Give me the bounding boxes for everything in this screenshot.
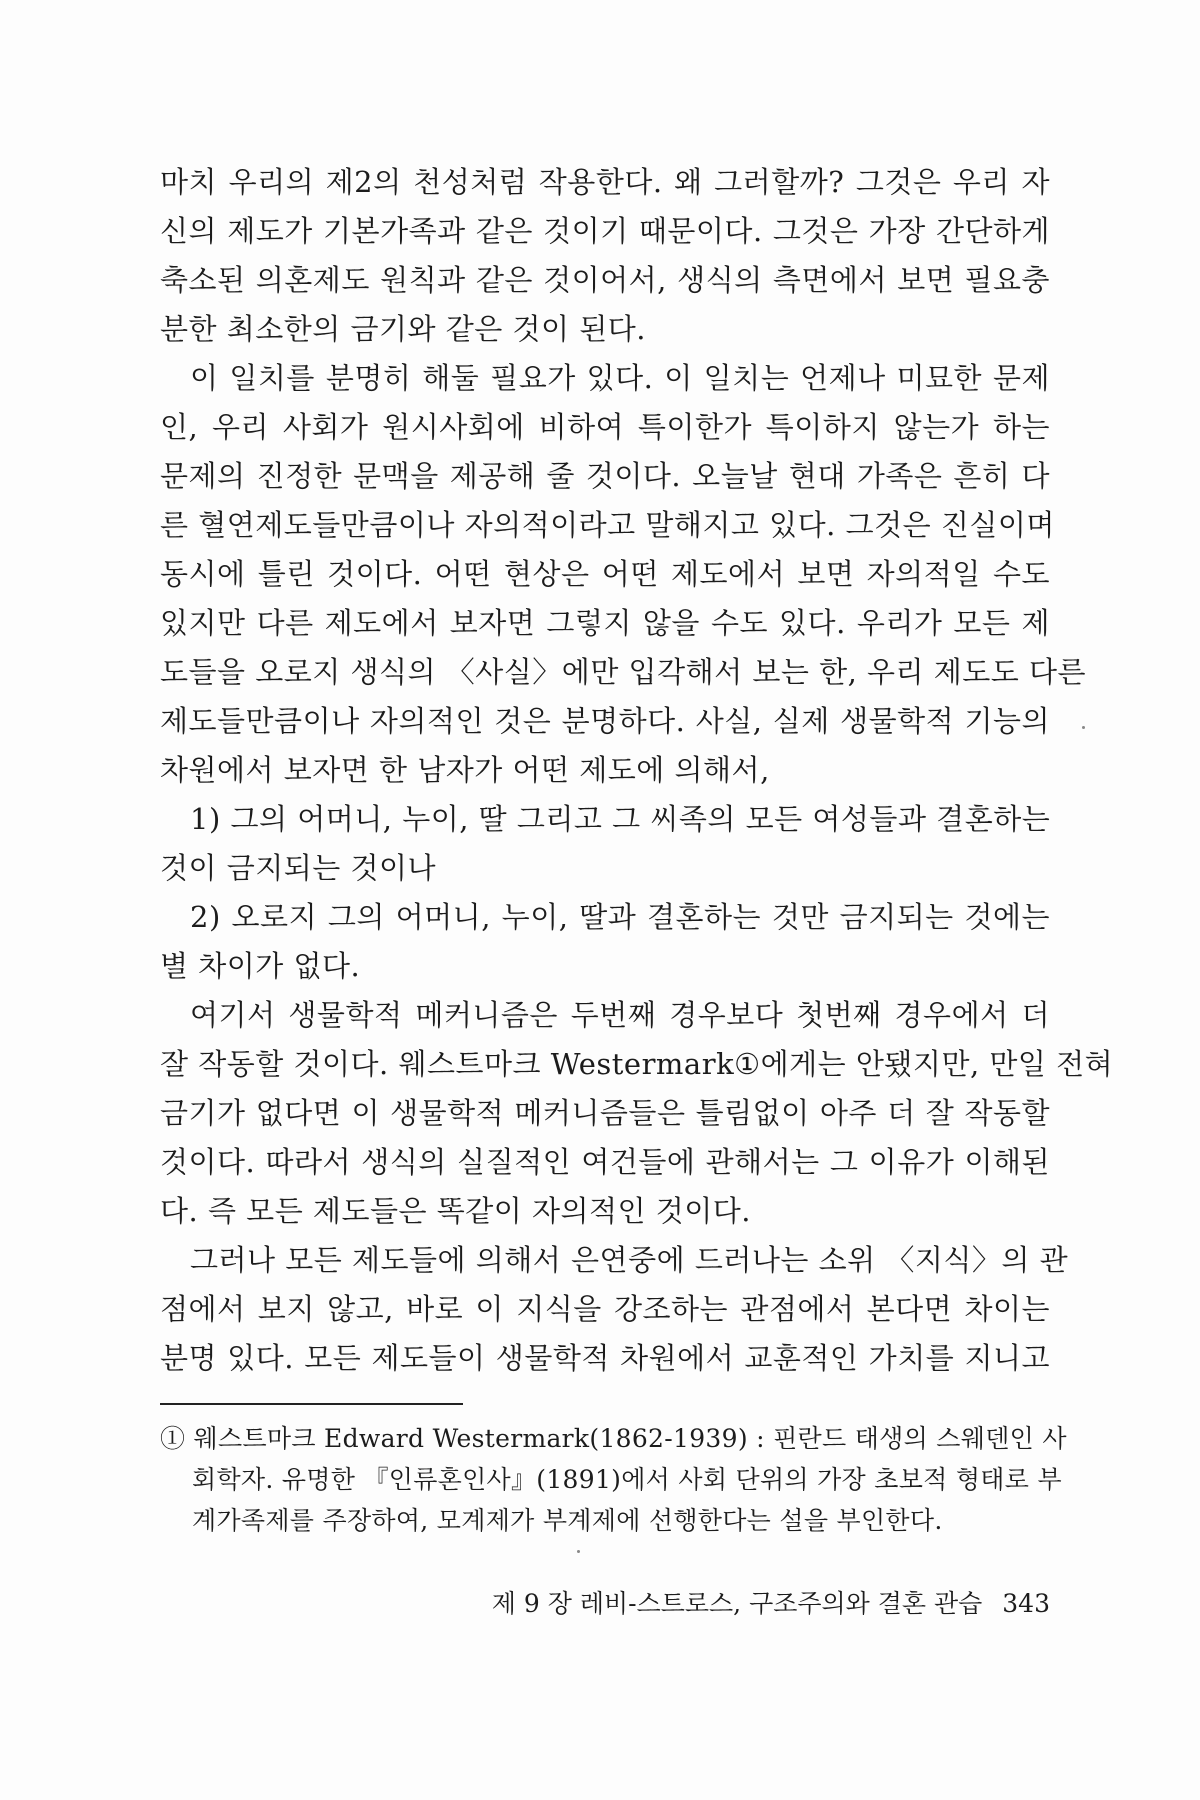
text-line: 문제의 진정한 문맥을 제공해 줄 것이다. 오늘날 현대 가족은 흔히 다	[160, 459, 1050, 493]
scan-speck	[1082, 726, 1085, 729]
text-line: 제도들만큼이나 자의적인 것은 분명하다. 사실, 실제 생물학적 기능의	[160, 704, 1050, 738]
page-number: 343	[1002, 1589, 1050, 1618]
text-line: 별 차이가 없다.	[160, 949, 361, 983]
text-line: 2) 오로지 그의 어머니, 누이, 딸과 결혼하는 것만 금지되는 것에는	[190, 900, 1050, 934]
text-line: 있지만 다른 제도에서 보자면 그렇지 않을 수도 있다. 우리가 모든 제	[160, 606, 1050, 640]
text-line: 여기서 생물학적 메커니즘은 두번째 경우보다 첫번째 경우에서 더	[190, 998, 1050, 1032]
footnotes	[160, 1418, 1067, 1541]
text-line: 축소된 의혼제도 원칙과 같은 것이어서, 생식의 측면에서 보면 필요충	[160, 263, 1050, 297]
text-line: 분명 있다. 모든 제도들이 생물학적 차원에서 교훈적인 가치를 지니고	[160, 1341, 1050, 1375]
text-line: 신의 제도가 기본가족과 같은 것이기 때문이다. 그것은 가장 간단하게	[160, 214, 1050, 248]
text-line: 1) 그의 어머니, 누이, 딸 그리고 그 씨족의 모든 여성들과 결혼하는	[190, 802, 1051, 836]
text-line: 도들을 오로지 생식의 〈사실〉에만 입각해서 보는 한, 우리 제도도 다른	[160, 655, 1087, 689]
chapter-title: 제 9 장 레비-스트로스, 구조주의와 결혼 관습	[491, 1589, 983, 1618]
text-line: 다. 즉 모든 제도들은 똑같이 자의적인 것이다.	[160, 1194, 751, 1228]
text-line: 른 혈연제도들만큼이나 자의적이라고 말해지고 있다. 그것은 진실이며	[160, 508, 1055, 542]
scan-speck	[577, 1550, 580, 1553]
footnote-line: 계가족제를 주장하여, 모계제가 부계제에 선행한다는 설을 부인한다.	[192, 1506, 943, 1535]
text-line: 점에서 보지 않고, 바로 이 지식을 강조하는 관점에서 본다면 차이는	[160, 1292, 1050, 1326]
body-text	[160, 158, 1114, 1383]
text-line: 금기가 없다면 이 생물학적 메커니즘들은 틀림없이 아주 더 잘 작동할	[160, 1096, 1050, 1130]
footnote-divider	[160, 1403, 463, 1405]
text-line: 이 일치를 분명히 해둘 필요가 있다. 이 일치는 언제나 미묘한 문제	[190, 361, 1050, 395]
text-line: 동시에 틀린 것이다. 어떤 현상은 어떤 제도에서 보면 자의적일 수도	[160, 557, 1050, 591]
footnote-line: ① 웨스트마크 Edward Westermark(1862-1939) : 핀란드 태생의 스웨덴인 사	[160, 1424, 1067, 1453]
footnote-line: 회학자. 유명한 『인류혼인사』(1891)에서 사회 단위의 가장 초보적 형태로 부	[192, 1465, 1062, 1494]
text-line: 것이 금지되는 것이나	[160, 851, 437, 885]
text-line: 것이다. 따라서 생식의 실질적인 여건들에 관해서는 그 이유가 이해된	[160, 1145, 1050, 1179]
text-line: 그러나 모든 제도들에 의해서 은연중에 드러나는 소위 〈지식〉의 관	[190, 1243, 1069, 1277]
running-footer	[440, 1588, 1050, 1620]
text-line: 인, 우리 사회가 원시사회에 비하여 특이한가 특이하지 않는가 하는	[160, 410, 1050, 444]
text-line: 마치 우리의 제2의 천성처럼 작용한다. 왜 그러할까? 그것은 우리 자	[160, 165, 1050, 199]
text-line: 잘 작동할 것이다. 웨스트마크 Westermark①에게는 안됐지만, 만일 전혀	[160, 1047, 1114, 1081]
text-line: 분한 최소한의 금기와 같은 것이 된다.	[160, 312, 647, 346]
text-line: 차원에서 보자면 한 남자가 어떤 제도에 의해서,	[160, 753, 770, 787]
